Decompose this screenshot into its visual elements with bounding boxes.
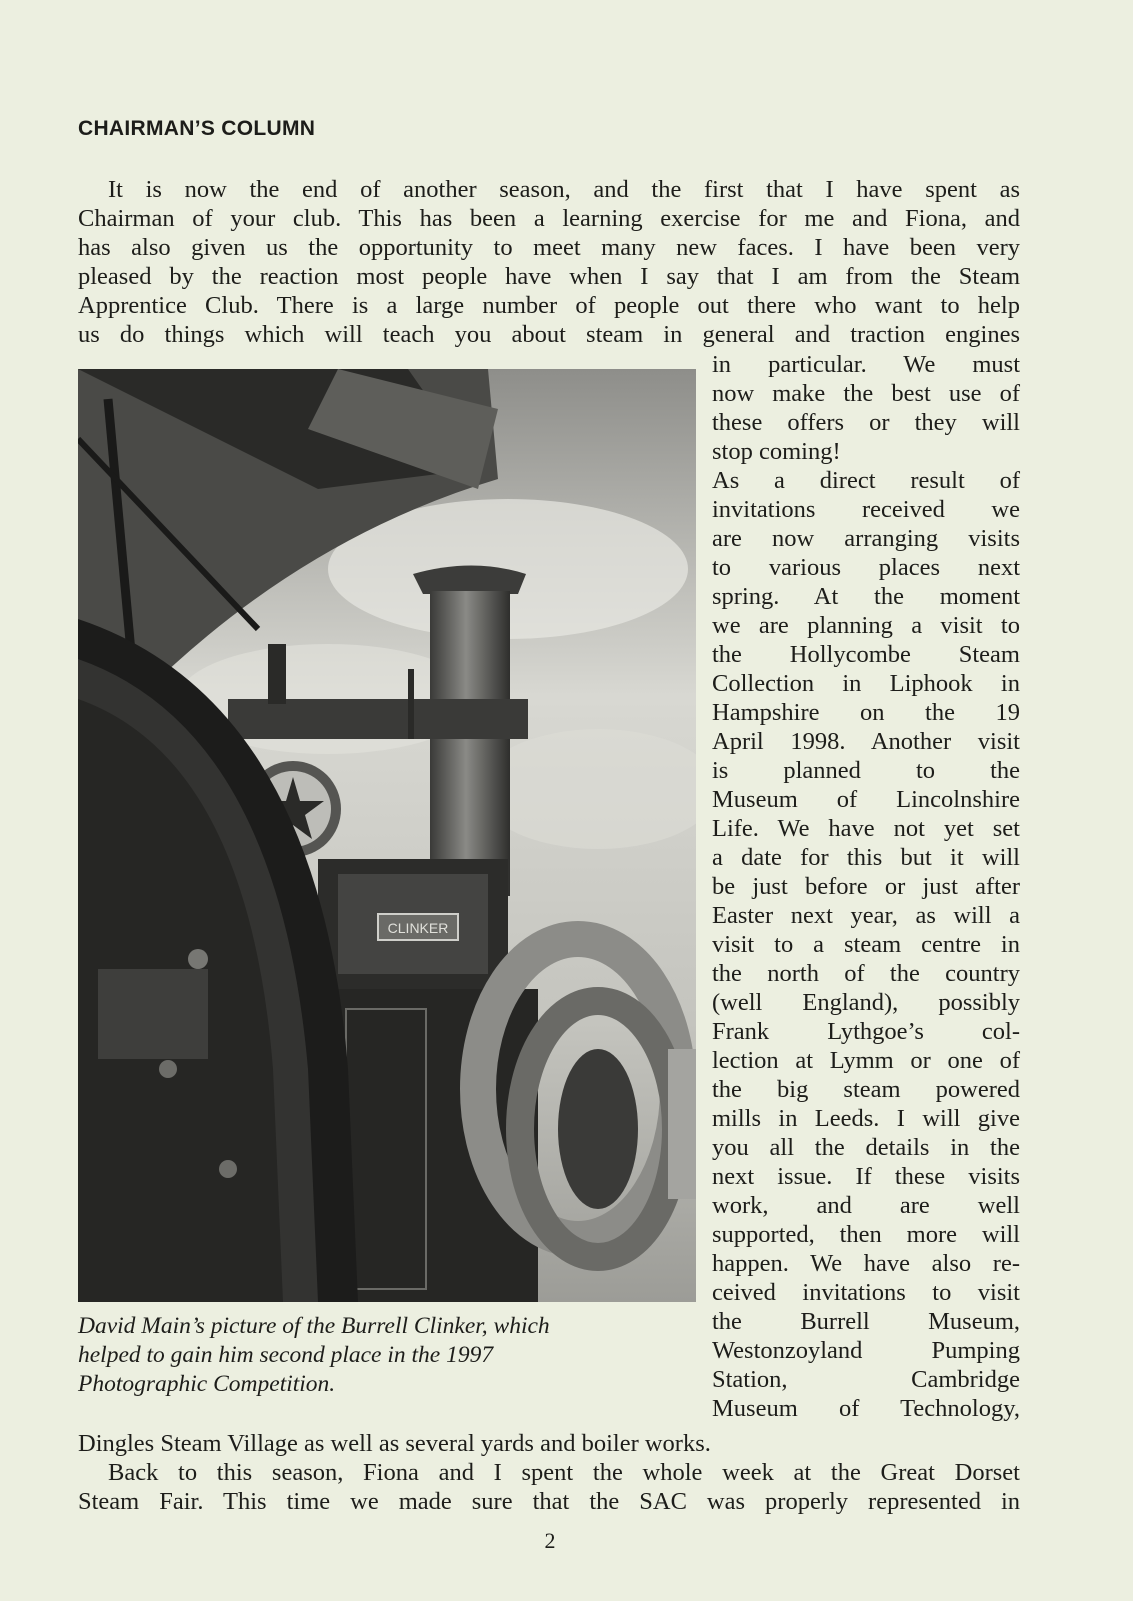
- text-line: to various places next: [712, 554, 1020, 581]
- intro-paragraph: [78, 175, 1020, 349]
- text-line: Life. We have not yet set: [712, 815, 1020, 842]
- text-line: has also given us the opportunity to meet many new faces. I have been very: [78, 234, 1020, 261]
- text-line: are now arranging visits: [712, 525, 1020, 552]
- text-line: Frank Lythgoe’s col-: [712, 1018, 1020, 1045]
- text-line: happen. We have also re-: [712, 1250, 1020, 1277]
- text-line: a date for this but it will: [712, 844, 1020, 871]
- text-line: As a direct result of: [712, 467, 1020, 494]
- text-line: It is now the end of another season, and the first that I have spent as: [108, 176, 1020, 203]
- side-column-text: [712, 350, 1020, 1423]
- text-line: Westonzoyland Pumping: [712, 1337, 1020, 1364]
- text-line: next issue. If these visits: [712, 1163, 1020, 1190]
- text-line: the Hollycombe Steam: [712, 641, 1020, 668]
- text-line: us do things which will teach you about steam in general and traction engines: [78, 321, 1020, 348]
- page-number: 2: [544, 1528, 556, 1553]
- text-line: Dingles Steam Village as well as several yards and boiler works.: [78, 1430, 711, 1457]
- text-line: spring. At the moment: [712, 583, 1020, 610]
- text-line: April 1998. Another visit: [712, 728, 1020, 755]
- text-line: Chairman of your club. This has been a learning exercise for me and Fiona, and: [78, 205, 1020, 232]
- continuation-text: [78, 1429, 1020, 1516]
- photo-caption: [78, 1312, 688, 1399]
- text-line: in particular. We must: [712, 351, 1020, 378]
- column-heading: CHAIRMAN’S COLUMN: [78, 117, 316, 140]
- text-line: is planned to the: [712, 757, 1020, 784]
- text-line: Collection in Liphook in: [712, 670, 1020, 697]
- text-line: these offers or they will: [712, 409, 1020, 436]
- text-line: mills in Leeds. I will give: [712, 1105, 1020, 1132]
- text-line: Station, Cambridge: [712, 1366, 1020, 1393]
- text-line: lection at Lymm or one of: [712, 1047, 1020, 1074]
- engine-nameplate: CLINKER: [387, 920, 449, 936]
- caption-line: Photographic Competition.: [78, 1371, 336, 1397]
- text-line: supported, then more will: [712, 1221, 1020, 1248]
- text-line: Museum of Lincolnshire: [712, 786, 1020, 813]
- text-line: work, and are well: [712, 1192, 1020, 1219]
- text-line: visit to a steam centre in: [712, 931, 1020, 958]
- text-line: we are planning a visit to: [712, 612, 1020, 639]
- text-line: the Burrell Museum,: [712, 1308, 1020, 1335]
- caption-line: David Main’s picture of the Burrell Clinker, which: [78, 1313, 550, 1339]
- text-line: Steam Fair. This time we made sure that the SAC was properly represented in: [78, 1488, 1020, 1515]
- caption-line: helped to gain him second place in the 1997: [78, 1342, 494, 1368]
- text-line: now make the best use of: [712, 380, 1020, 407]
- text-line: Museum of Technology,: [712, 1395, 1020, 1422]
- text-line: invitations received we: [712, 496, 1020, 523]
- text-line: pleased by the reaction most people have when I say that I am from the Steam: [78, 263, 1020, 290]
- text-line: the big steam powered: [712, 1076, 1020, 1103]
- text-line: be just before or just after: [712, 873, 1020, 900]
- text-line: ceived invitations to visit: [712, 1279, 1020, 1306]
- text-line: you all the details in the: [712, 1134, 1020, 1161]
- text-line: Back to this season, Fiona and I spent the whole week at the Great Dorset: [108, 1459, 1020, 1486]
- text-line: Hampshire on the 19: [712, 699, 1020, 726]
- burrell-clinker-photo: [78, 369, 696, 1302]
- text-line: (well England), possibly: [712, 989, 1020, 1016]
- text-line: stop coming!: [712, 438, 841, 465]
- text-line: the north of the country: [712, 960, 1020, 987]
- text-line: Apprentice Club. There is a large number of people out there who want to help: [78, 292, 1020, 319]
- text-line: Easter next year, as will a: [712, 902, 1020, 929]
